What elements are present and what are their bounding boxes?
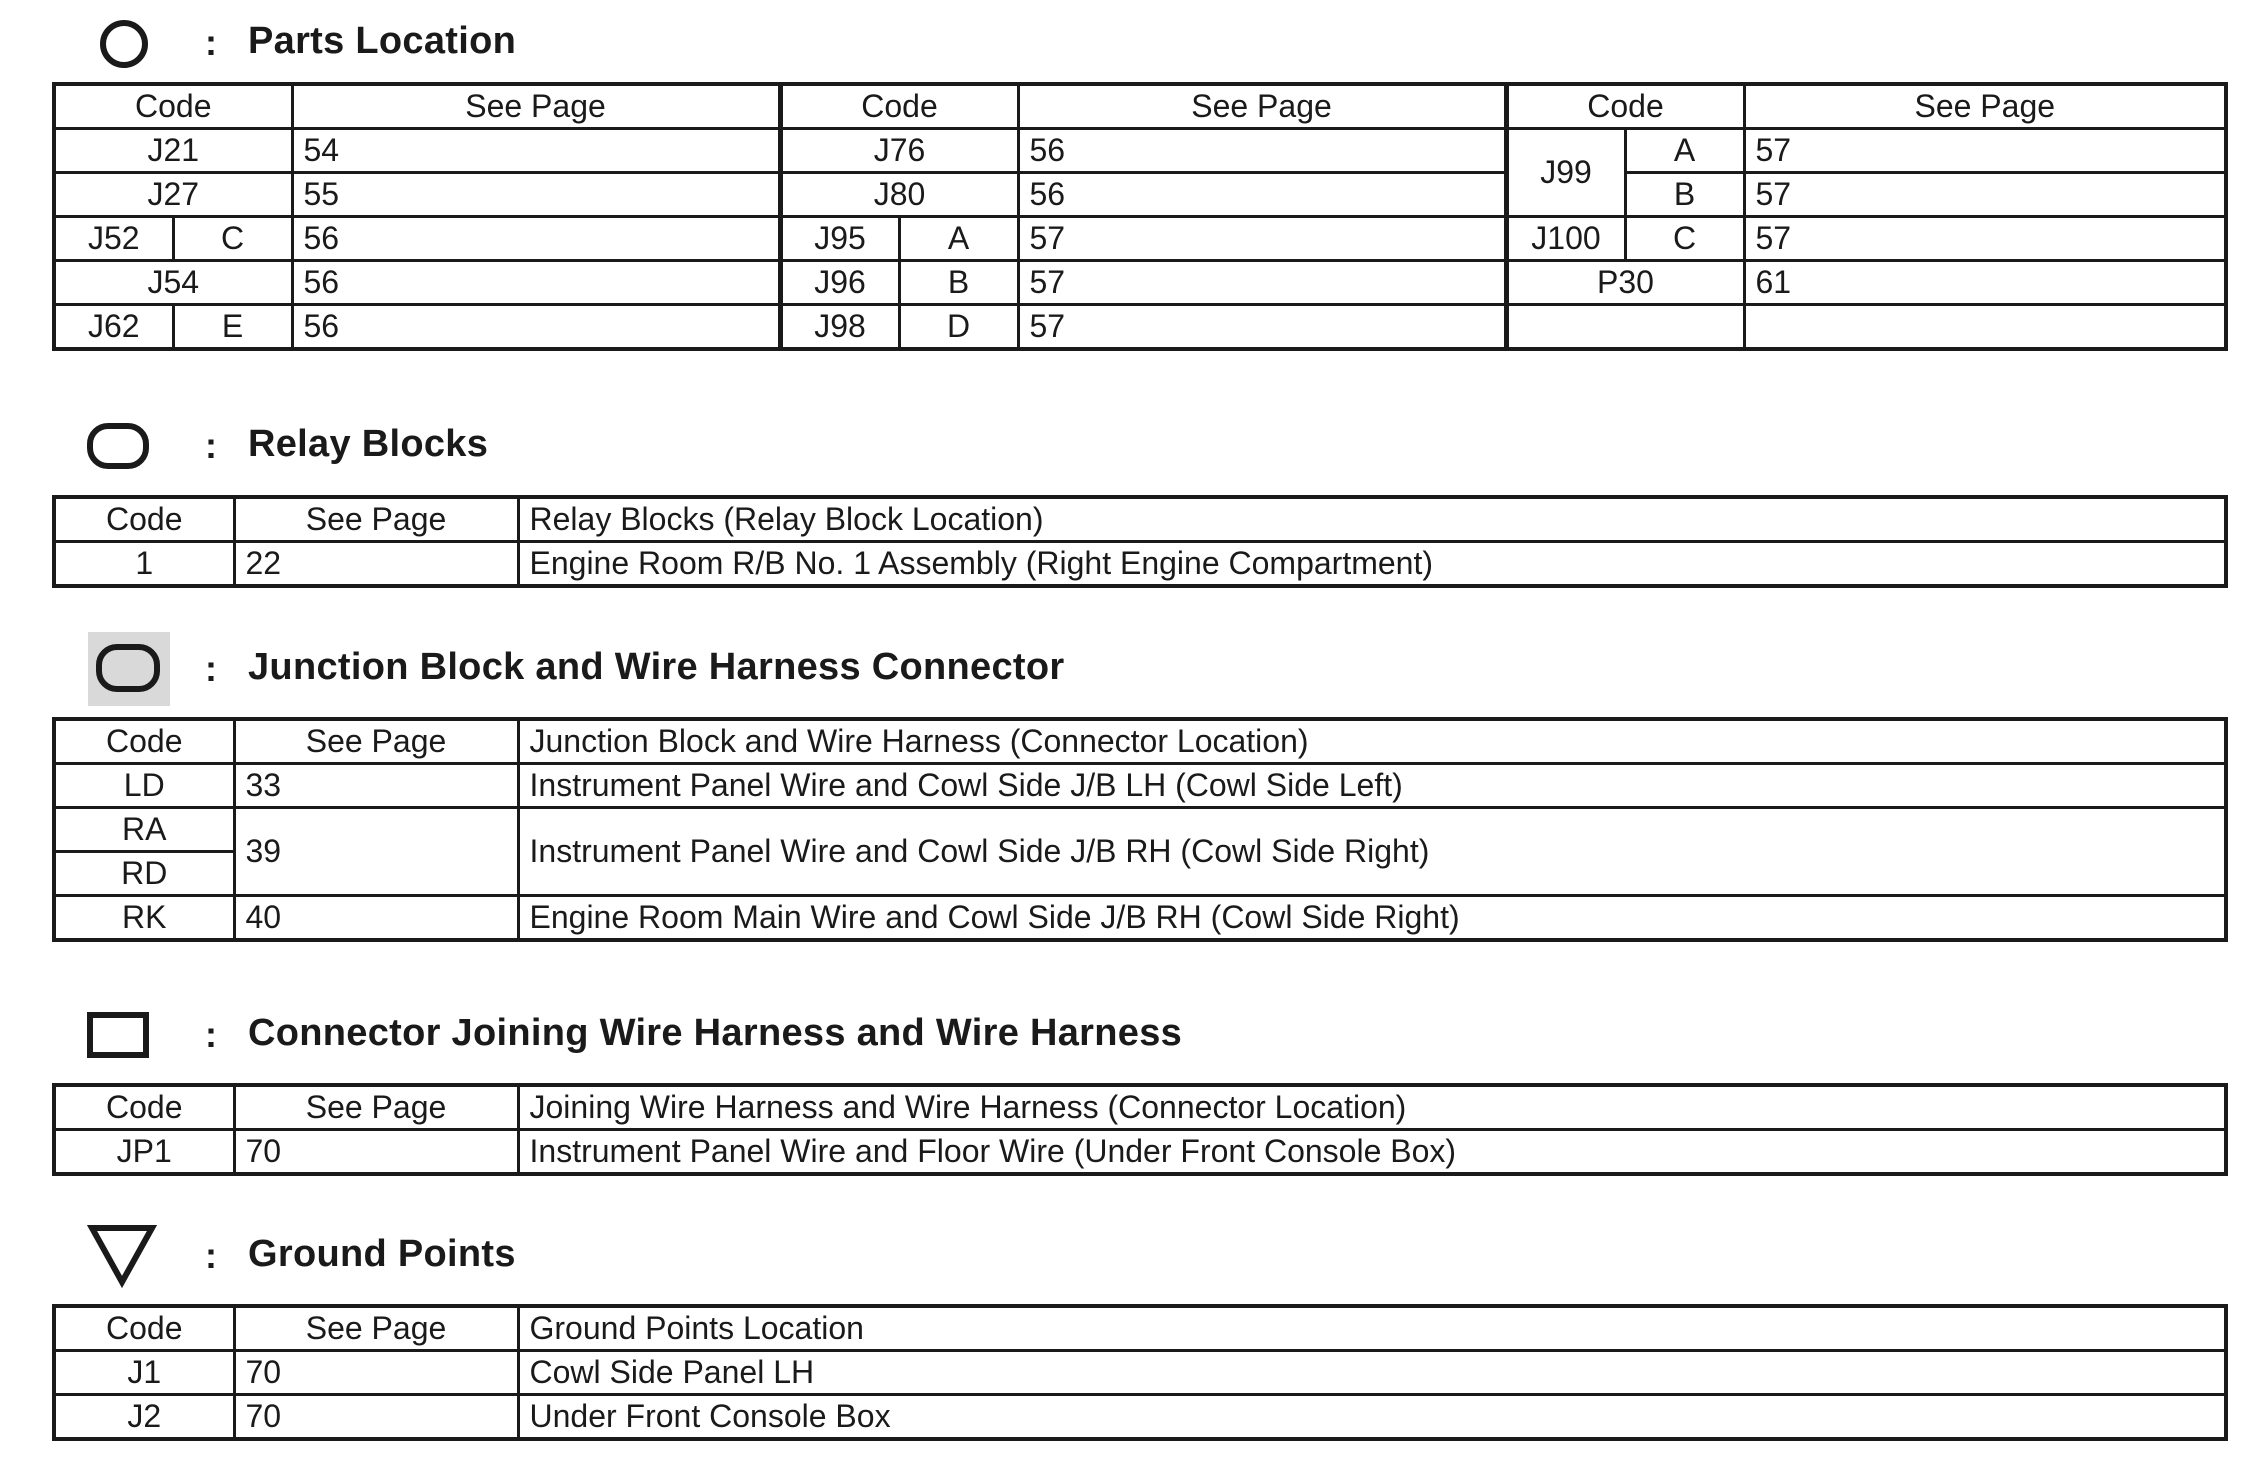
code-cell: 1 (54, 542, 234, 587)
page-cell: 33 (234, 764, 518, 808)
see-page-header: See Page (292, 84, 780, 129)
sub-code-cell: E (173, 305, 292, 350)
page-cell: 61 (1744, 261, 2226, 305)
code-cell: J2 (54, 1395, 234, 1440)
table-header-row (54, 497, 2226, 542)
section-title: Connector Joining Wire Harness and Wire Harness (248, 1012, 1183, 1054)
empty-cell (1744, 305, 2226, 350)
description-cell: Engine Room R/B No. 1 Assembly (Right Engine Compartment) (518, 542, 2226, 587)
description-header: Junction Block and Wire Harness (Connector Location) (518, 719, 2226, 764)
page-cell: 56 (1018, 173, 1506, 217)
page-cell: 39 (234, 808, 518, 896)
see-page-header: See Page (234, 1085, 518, 1130)
connector-joining-table (52, 1083, 2228, 1176)
page-cell: 57 (1018, 217, 1506, 261)
page-cell: 22 (234, 542, 518, 587)
see-page-header: See Page (1744, 84, 2226, 129)
code-cell: J95 (780, 217, 899, 261)
page-cell: 57 (1744, 129, 2226, 173)
code-header: Code (54, 84, 292, 129)
table-row (54, 305, 2226, 350)
page-cell: 70 (234, 1395, 518, 1440)
junction-block-heading (0, 632, 2248, 702)
table-row (54, 764, 2226, 808)
code-header: Code (54, 497, 234, 542)
page-cell: 56 (292, 261, 780, 305)
page-cell: 57 (1744, 173, 2226, 217)
table-header-row (54, 1085, 2226, 1130)
description-cell: Instrument Panel Wire and Cowl Side J/B LH (Cowl Side Left) (518, 764, 2226, 808)
code-cell: J99 (1506, 129, 1625, 217)
code-cell: LD (54, 764, 234, 808)
code-header: Code (54, 1085, 234, 1130)
code-cell: J21 (54, 129, 292, 173)
circle-icon (98, 18, 150, 70)
code-cell: J54 (54, 261, 292, 305)
relay-blocks-table (52, 495, 2228, 588)
code-cell: RA (54, 808, 234, 852)
colon: : (205, 1235, 217, 1276)
code-cell: JP1 (54, 1130, 234, 1175)
code-cell: J62 (54, 305, 173, 350)
page-cell: 57 (1744, 217, 2226, 261)
junction-block-table (52, 717, 2228, 942)
description-cell: Instrument Panel Wire and Cowl Side J/B RH (Cowl Side Right) (518, 808, 2226, 896)
table-header-row (54, 1306, 2226, 1351)
colon: : (205, 1014, 217, 1055)
page-cell: 57 (1018, 305, 1506, 350)
code-cell: J1 (54, 1351, 234, 1395)
code-cell: J98 (780, 305, 899, 350)
code-cell: J76 (780, 129, 1018, 173)
description-cell: Instrument Panel Wire and Floor Wire (Under Front Console Box) (518, 1130, 2226, 1175)
sub-code-cell: D (899, 305, 1018, 350)
parts-location-table (52, 82, 2228, 351)
empty-cell (1506, 305, 1744, 350)
sub-code-cell: B (899, 261, 1018, 305)
code-header: Code (54, 1306, 234, 1351)
section-title: Ground Points (248, 1233, 516, 1275)
code-header: Code (54, 719, 234, 764)
sub-code-cell: B (1625, 173, 1744, 217)
description-cell: Cowl Side Panel LH (518, 1351, 2226, 1395)
code-cell: P30 (1506, 261, 1744, 305)
description-header: Ground Points Location (518, 1306, 2226, 1351)
sub-code-cell: C (173, 217, 292, 261)
see-page-header: See Page (234, 497, 518, 542)
description-header: Relay Blocks (Relay Block Location) (518, 497, 2226, 542)
section-title: Relay Blocks (248, 423, 489, 465)
triangle-down-icon (86, 1222, 158, 1288)
description-cell: Under Front Console Box (518, 1395, 2226, 1440)
page-cell: 56 (292, 305, 780, 350)
ground-points-heading (0, 1220, 2248, 1290)
table-row (54, 542, 2226, 587)
colon: : (205, 425, 217, 466)
page-cell: 70 (234, 1130, 518, 1175)
table-row (54, 1351, 2226, 1395)
shaded-rounded-rect-icon (88, 632, 170, 706)
sub-code-cell: A (1625, 129, 1744, 173)
table-row (54, 808, 2226, 852)
sub-code-cell: A (899, 217, 1018, 261)
code-cell: J27 (54, 173, 292, 217)
code-header: Code (780, 84, 1018, 129)
page-cell: 56 (292, 217, 780, 261)
page-cell: 55 (292, 173, 780, 217)
table-header-row (54, 719, 2226, 764)
code-cell: RD (54, 852, 234, 896)
page-cell: 54 (292, 129, 780, 173)
table-row (54, 173, 2226, 217)
table-header-row (54, 84, 2226, 129)
code-cell: J80 (780, 173, 1018, 217)
code-cell: J96 (780, 261, 899, 305)
section-title: Parts Location (248, 20, 517, 62)
rounded-rect-icon (86, 422, 152, 472)
colon: : (205, 648, 217, 689)
table-row (54, 129, 2226, 173)
page-cell: 57 (1018, 261, 1506, 305)
table-row (54, 261, 2226, 305)
table-row (54, 896, 2226, 941)
code-header: Code (1506, 84, 1744, 129)
description-cell: Engine Room Main Wire and Cowl Side J/B RH (Cowl Side Right) (518, 896, 2226, 941)
relay-blocks-heading (0, 410, 2248, 480)
table-row (54, 1395, 2226, 1440)
parts-location-heading (0, 10, 2248, 80)
section-title: Junction Block and Wire Harness Connector (248, 646, 1065, 688)
page-cell: 70 (234, 1351, 518, 1395)
page-cell: 56 (1018, 129, 1506, 173)
colon: : (205, 22, 217, 63)
table-row (54, 217, 2226, 261)
sub-code-cell: C (1625, 217, 1744, 261)
see-page-header: See Page (234, 1306, 518, 1351)
code-cell: RK (54, 896, 234, 941)
description-header: Joining Wire Harness and Wire Harness (Connector Location) (518, 1085, 2226, 1130)
code-cell: J52 (54, 217, 173, 261)
square-icon (86, 1011, 152, 1063)
page-cell: 40 (234, 896, 518, 941)
table-row (54, 1130, 2226, 1175)
code-cell: J100 (1506, 217, 1625, 261)
connector-joining-heading (0, 1000, 2248, 1070)
ground-points-table (52, 1304, 2228, 1441)
see-page-header: See Page (1018, 84, 1506, 129)
see-page-header: See Page (234, 719, 518, 764)
